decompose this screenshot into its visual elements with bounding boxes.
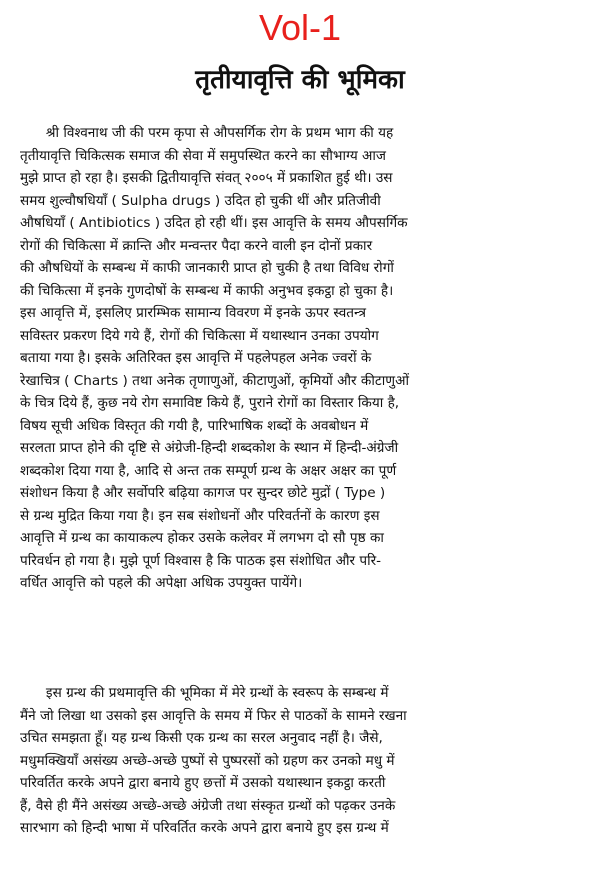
text-line: से ग्रन्थ मुद्रित किया गया है। इन सब संशोधनों और परिवर्तनों के कारण इस	[20, 507, 380, 524]
text-line: परिवर्तित करके अपने द्वारा बनाये हुए छत्तों में उसको यथास्थान इकट्ठा करती	[20, 775, 386, 791]
text-line: संशोधन किया है और सर्वोपरि बढ़िया कागज पर सुन्दर छोटे मुद्रों ( Type )	[20, 485, 386, 501]
text-line: इस आवृत्ति में, इसलिए प्रारम्भिक सामान्य विवरण में इनके ऊपर स्वतन्त्र	[20, 305, 366, 321]
text-line: समय शुल्वौषधियाँ ( Sulpha drugs ) उदित हो चुकी थीं और प्रतिजीवी	[20, 192, 381, 209]
text-line: परिवर्धन हो गया है। मुझे पूर्ण विश्वास है कि पाठक इस संशोधित और परि-	[20, 552, 382, 569]
text-line: रेखाचित्र ( Charts ) तथा अनेक तृणाणुओं, कीटाणुओं, कृमियों और कीटाणुओं	[20, 372, 409, 389]
text-line: मैंने जो लिखा था उसको इस आवृत्ति के समय में फिर से पाठकों के सामने रखना	[20, 707, 407, 724]
text-line: की औषधियों के सम्बन्ध में काफी जानकारी प्राप्त हो चुकी है तथा विविध रोगों	[20, 260, 394, 276]
text-line: आवृत्ति में ग्रन्थ का कायाकल्प होकर उसके कलेवर में लगभग दो सौ पृष्ठ का	[20, 530, 384, 546]
text-line: बताया गया है। इसके अतिरिक्त इस आवृत्ति में पहलेपहल अनेक ज्वरों के	[20, 350, 372, 366]
text-line: शब्दकोश दिया गया है, आदि से अन्त तक सम्पूर्ण ग्रन्थ के अक्षर अक्षर का पूर्ण	[20, 462, 397, 479]
text-line: के चित्र दिये हैं, कुछ नये रोग समाविष्ट किये हैं, पुराने रोगों का विस्तार किया है,	[20, 395, 400, 411]
text-line: की चिकित्सा में इनके गुणदोषों के सम्बन्ध में काफी अनुभव इकट्ठा हो चुका है।	[20, 282, 394, 299]
text-line: तृतीयावृत्ति चिकित्सक समाज की सेवा में समुपस्थित करने का सौभाग्य आज	[20, 147, 387, 164]
text-line: मधुमक्खियाँ असंख्य अच्छे-अच्छे पुष्पों से पुष्परसों को ग्रहण कर उनको मधु में	[20, 752, 395, 769]
text-line: औषधियाँ ( Antibiotics ) उदित हो रही थीं। इस आवृत्ति के समय औपसर्गिक	[20, 215, 408, 231]
volume-label: Vol-1	[258, 7, 342, 48]
text-line: सरलता प्राप्त होने की दृष्टि से अंग्रेजी-हिन्दी शब्दकोश के स्थान में हिन्दी-अंग्रेजी	[20, 440, 399, 456]
text-line: उचित समझता हूँ। यह ग्रन्थ किसी एक ग्रन्थ का सरल अनुवाद नहीं है। जैसे,	[20, 730, 383, 746]
text-line: विषय सूची अधिक विस्तृत की गयी है, पारिभाषिक शब्दों के अवबोधन में	[20, 417, 369, 434]
text-line: श्री विश्वनाथ जी की परम कृपा से औपसर्गिक रोग के प्रथम भाग की यह	[20, 125, 394, 141]
text-line: वर्धित आवृत्ति को पहले की अपेक्षा अधिक उपयुक्त पायेंगे।	[20, 575, 303, 591]
text-line: रोगों की चिकित्सा में क्रान्ति और मन्वन्तर पैदा करने वाली इन दोनों प्रकार	[20, 237, 373, 254]
text-line: इस ग्रन्थ की प्रथमावृत्ति की भूमिका में मेरे ग्रन्थों के स्वरूप के सम्बन्ध में	[20, 685, 389, 701]
text-line: हैं, वैसे ही मैंने असंख्य अच्छे-अच्छे अंग्रेजी तथा संस्कृत ग्रन्थों को पढ़कर उनके	[20, 797, 396, 814]
text-line: सविस्तर प्रकरण दिये गये हैं, रोगों की चिकित्सा में यथास्थान उनका उपयोग	[20, 327, 379, 344]
text-line: सारभाग को हिन्दी भाषा में परिवर्तित करके अपने द्वारा बनाये हुए इस ग्रन्थ में	[20, 820, 389, 836]
paragraph-1	[20, 122, 586, 595]
paragraph-2	[20, 682, 586, 840]
page-title: तृतीयावृत्ति की भूमिका	[195, 65, 405, 95]
text-line: मुझे प्राप्त हो रहा है। इसकी द्वितीयावृत्ति संवत् २००५ में प्रकाशित हुई थी। उस	[20, 170, 393, 186]
